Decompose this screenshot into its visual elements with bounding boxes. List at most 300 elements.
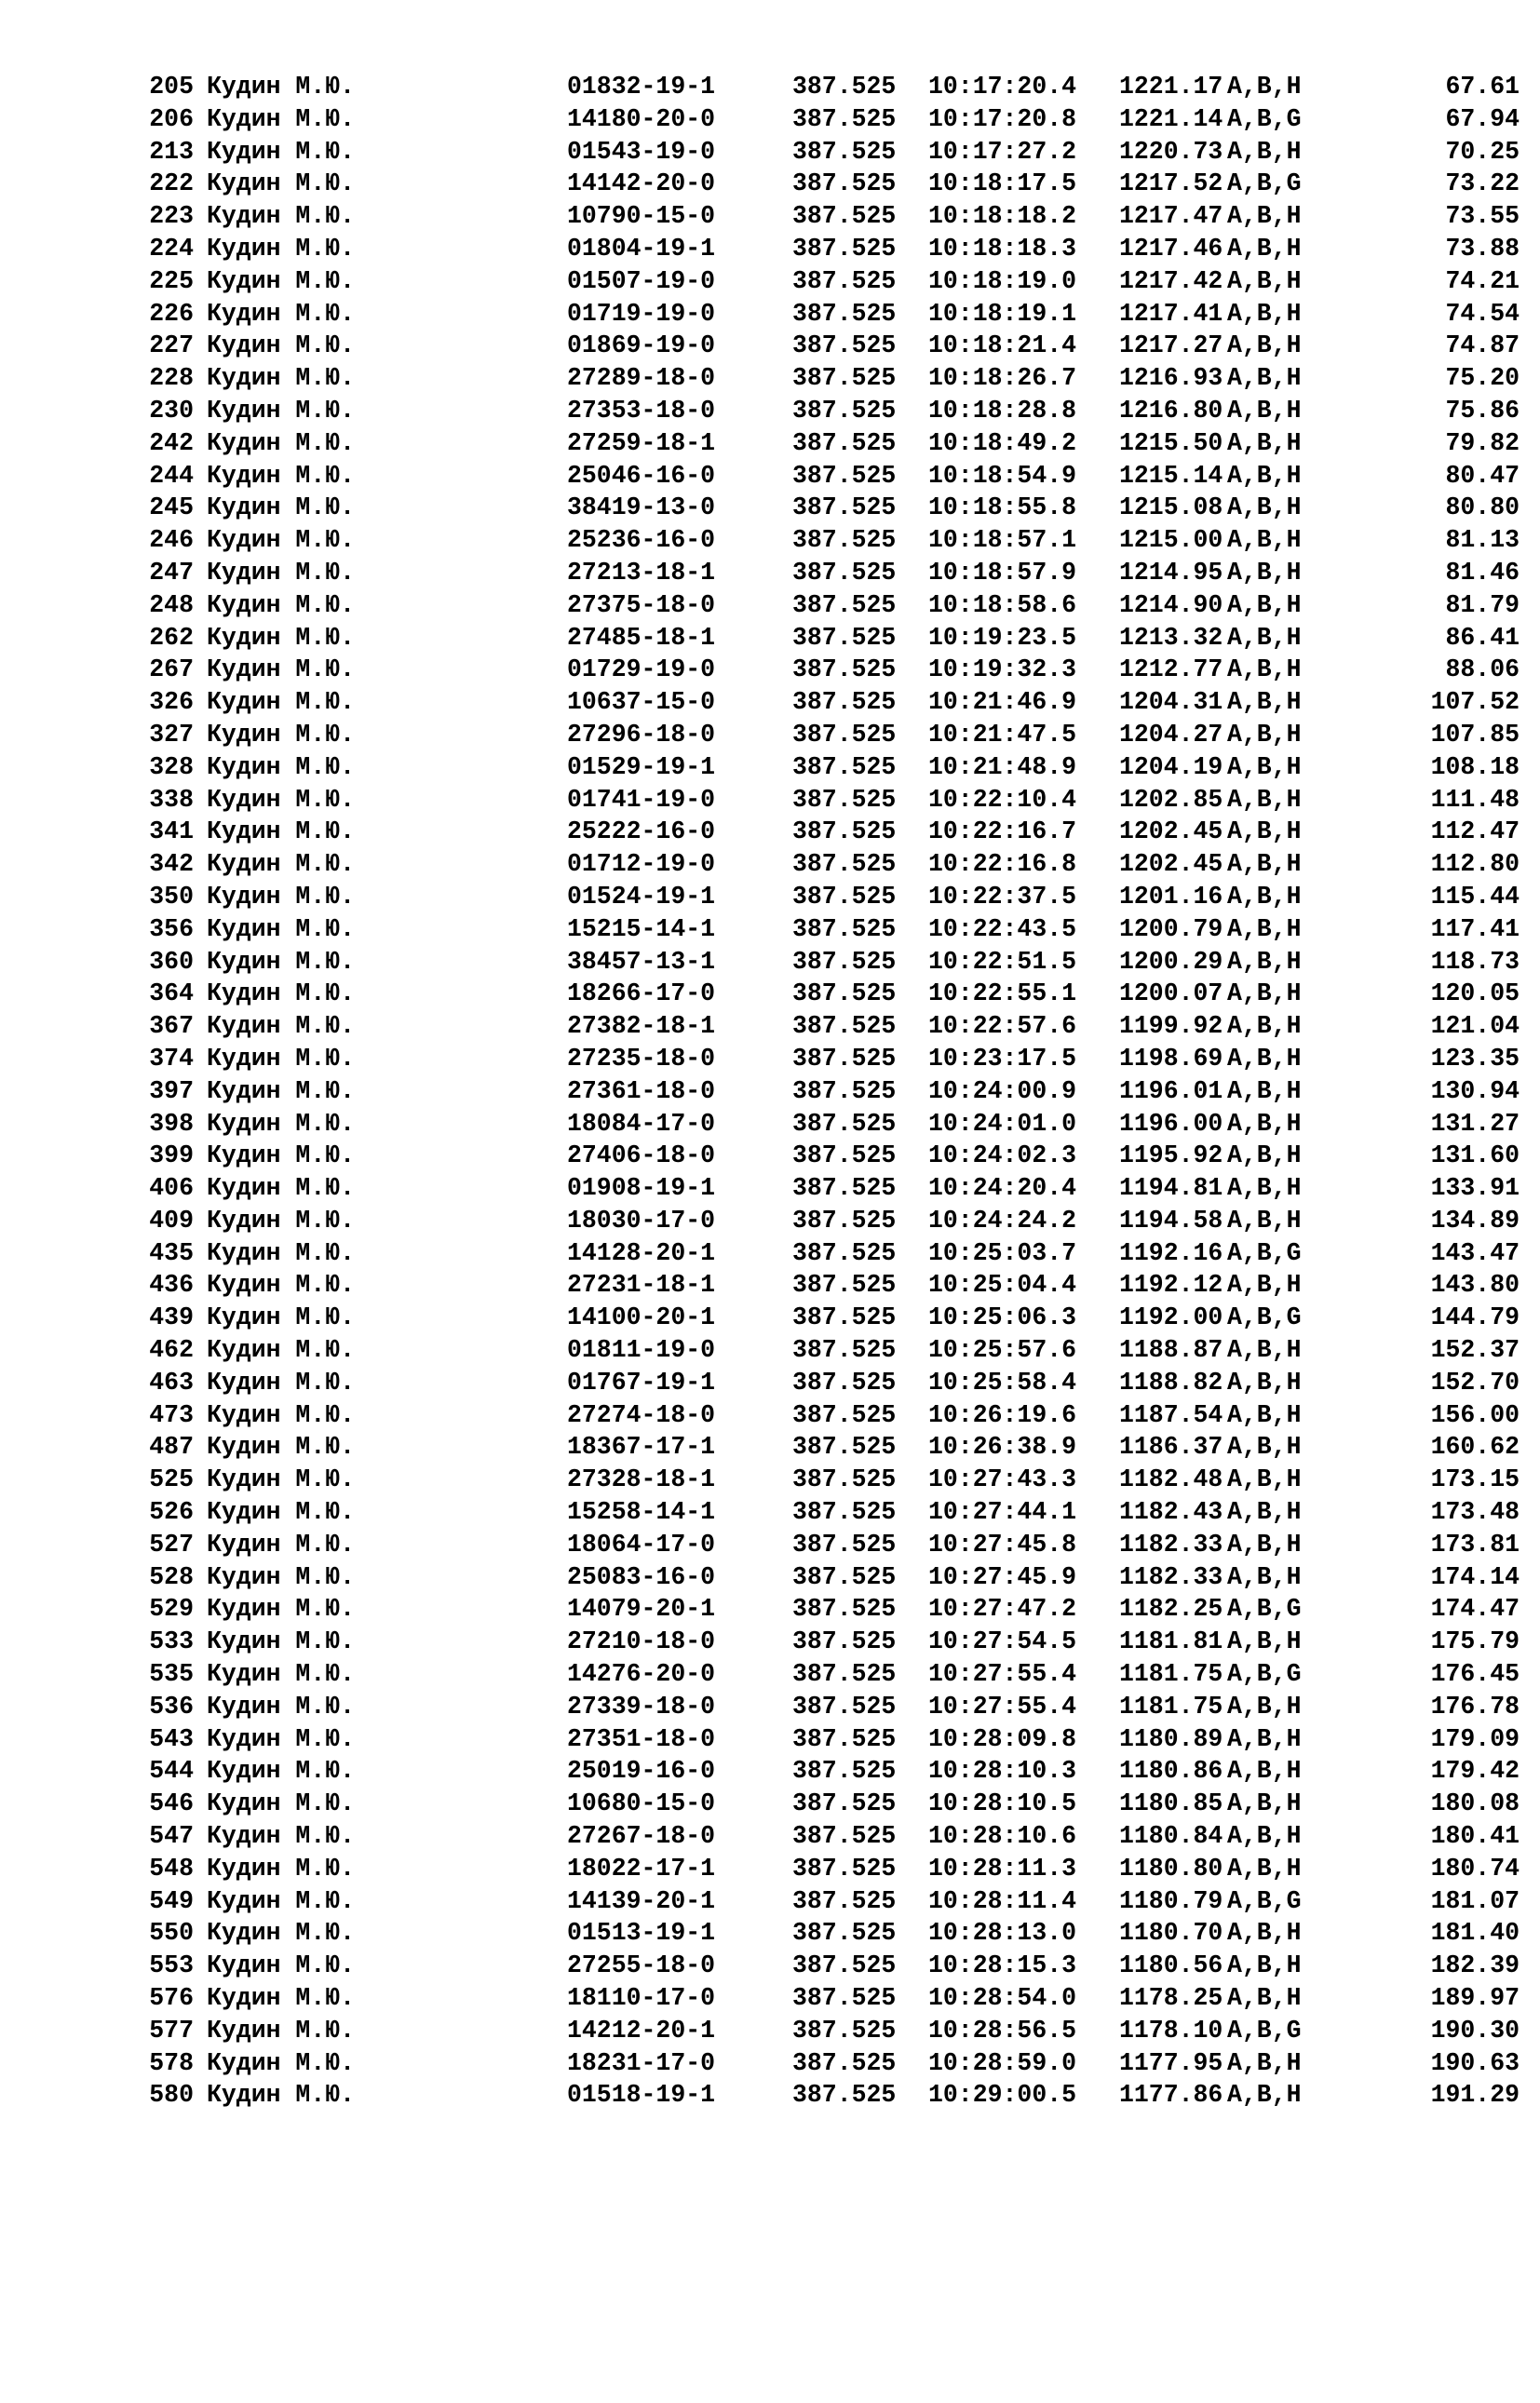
table-row xyxy=(0,1431,1540,1464)
table-row xyxy=(0,1140,1540,1172)
fancier-name-cell: Кудин М.Ю. xyxy=(207,1886,356,1915)
speed-cell: 1180.85 xyxy=(1119,1789,1223,1818)
ring-number-cell: 27210-18-0 xyxy=(567,1627,716,1656)
speed-cell: 1186.37 xyxy=(1119,1433,1223,1462)
ring-number-cell: 27296-18-0 xyxy=(567,720,716,749)
points-cell: 190.63 xyxy=(1430,2048,1520,2077)
points-cell: 130.94 xyxy=(1430,1076,1520,1105)
fancier-name-cell: Кудин М.Ю. xyxy=(207,850,356,879)
category-cell: A,B,H xyxy=(1227,461,1302,490)
points-cell: 75.86 xyxy=(1445,396,1520,425)
category-cell: A,B,H xyxy=(1227,1789,1302,1818)
points-cell: 73.22 xyxy=(1445,169,1520,198)
place-cell: 528 xyxy=(149,1562,194,1591)
fancier-name-cell: Кудин М.Ю. xyxy=(207,947,356,976)
category-cell: A,B,H xyxy=(1227,850,1302,879)
table-row xyxy=(0,881,1540,913)
distance-cell: 387.525 xyxy=(792,73,897,101)
arrival-time-cell: 10:21:46.9 xyxy=(928,688,1077,717)
fancier-name-cell: Кудин М.Ю. xyxy=(207,1433,356,1462)
place-cell: 245 xyxy=(149,493,194,522)
points-cell: 74.87 xyxy=(1445,331,1520,360)
place-cell: 341 xyxy=(149,817,194,846)
results-table xyxy=(0,71,1540,2112)
arrival-time-cell: 10:18:55.8 xyxy=(928,493,1077,522)
fancier-name-cell: Кудин М.Ю. xyxy=(207,428,356,457)
fancier-name-cell: Кудин М.Ю. xyxy=(207,1984,356,2013)
arrival-time-cell: 10:18:17.5 xyxy=(928,169,1077,198)
ring-number-cell: 01908-19-1 xyxy=(567,1174,716,1203)
fancier-name-cell: Кудин М.Ю. xyxy=(207,266,356,295)
speed-cell: 1200.29 xyxy=(1119,947,1223,976)
ring-number-cell: 25222-16-0 xyxy=(567,817,716,846)
points-cell: 108.18 xyxy=(1430,752,1520,781)
fancier-name-cell: Кудин М.Ю. xyxy=(207,1854,356,1883)
category-cell: A,B,H xyxy=(1227,688,1302,717)
arrival-time-cell: 10:17:20.4 xyxy=(928,73,1077,101)
place-cell: 577 xyxy=(149,2016,194,2045)
place-cell: 222 xyxy=(149,169,194,198)
category-cell: A,B,H xyxy=(1227,979,1302,1008)
arrival-time-cell: 10:27:45.8 xyxy=(928,1530,1077,1559)
fancier-name-cell: Кудин М.Ю. xyxy=(207,1530,356,1559)
table-row xyxy=(0,1464,1540,1496)
arrival-time-cell: 10:18:18.2 xyxy=(928,202,1077,231)
ring-number-cell: 01832-19-1 xyxy=(567,73,716,101)
arrival-time-cell: 10:28:13.0 xyxy=(928,1919,1077,1948)
distance-cell: 387.525 xyxy=(792,1562,897,1591)
table-row xyxy=(0,1626,1540,1658)
place-cell: 473 xyxy=(149,1400,194,1429)
table-row xyxy=(0,1723,1540,1756)
category-cell: A,B,G xyxy=(1227,1886,1302,1915)
place-cell: 244 xyxy=(149,461,194,490)
distance-cell: 387.525 xyxy=(792,1109,897,1138)
ring-number-cell: 14079-20-1 xyxy=(567,1595,716,1624)
place-cell: 224 xyxy=(149,234,194,263)
ring-number-cell: 01513-19-1 xyxy=(567,1919,716,1948)
category-cell: A,B,H xyxy=(1227,1465,1302,1494)
speed-cell: 1204.19 xyxy=(1119,752,1223,781)
ring-number-cell: 27259-18-1 xyxy=(567,428,716,457)
place-cell: 409 xyxy=(149,1206,194,1235)
speed-cell: 1199.92 xyxy=(1119,1012,1223,1041)
fancier-name-cell: Кудин М.Ю. xyxy=(207,558,356,587)
table-row xyxy=(0,1982,1540,2015)
speed-cell: 1180.86 xyxy=(1119,1757,1223,1786)
arrival-time-cell: 10:24:01.0 xyxy=(928,1109,1077,1138)
ring-number-cell: 18231-17-0 xyxy=(567,2048,716,2077)
distance-cell: 387.525 xyxy=(792,1757,897,1786)
fancier-name-cell: Кудин М.Ю. xyxy=(207,1141,356,1170)
category-cell: A,B,G xyxy=(1227,1595,1302,1624)
ring-number-cell: 14139-20-1 xyxy=(567,1886,716,1915)
fancier-name-cell: Кудин М.Ю. xyxy=(207,104,356,133)
place-cell: 436 xyxy=(149,1271,194,1300)
arrival-time-cell: 10:18:57.9 xyxy=(928,558,1077,587)
arrival-time-cell: 10:22:43.5 xyxy=(928,914,1077,943)
table-row xyxy=(0,1237,1540,1270)
points-cell: 75.20 xyxy=(1445,364,1520,393)
place-cell: 206 xyxy=(149,104,194,133)
points-cell: 181.07 xyxy=(1430,1886,1520,1915)
points-cell: 176.78 xyxy=(1430,1692,1520,1721)
arrival-time-cell: 10:27:43.3 xyxy=(928,1465,1077,1494)
points-cell: 74.21 xyxy=(1445,266,1520,295)
category-cell: A,B,H xyxy=(1227,1400,1302,1429)
distance-cell: 387.525 xyxy=(792,1206,897,1235)
speed-cell: 1220.73 xyxy=(1119,137,1223,166)
distance-cell: 387.525 xyxy=(792,688,897,717)
points-cell: 117.41 xyxy=(1430,914,1520,943)
points-cell: 111.48 xyxy=(1430,785,1520,814)
speed-cell: 1192.00 xyxy=(1119,1303,1223,1332)
category-cell: A,B,H xyxy=(1227,1141,1302,1170)
speed-cell: 1180.80 xyxy=(1119,1854,1223,1883)
points-cell: 115.44 xyxy=(1430,882,1520,911)
category-cell: A,B,H xyxy=(1227,1919,1302,1948)
category-cell: A,B,G xyxy=(1227,1660,1302,1689)
category-cell: A,B,H xyxy=(1227,1854,1302,1883)
points-cell: 175.79 xyxy=(1430,1627,1520,1656)
speed-cell: 1221.14 xyxy=(1119,104,1223,133)
arrival-time-cell: 10:17:20.8 xyxy=(928,104,1077,133)
fancier-name-cell: Кудин М.Ю. xyxy=(207,1757,356,1786)
speed-cell: 1181.75 xyxy=(1119,1692,1223,1721)
place-cell: 549 xyxy=(149,1886,194,1915)
category-cell: A,B,H xyxy=(1227,1951,1302,1980)
points-cell: 190.30 xyxy=(1430,2016,1520,2045)
speed-cell: 1180.89 xyxy=(1119,1724,1223,1753)
distance-cell: 387.525 xyxy=(792,2016,897,2045)
ring-number-cell: 27485-18-1 xyxy=(567,623,716,652)
category-cell: A,B,H xyxy=(1227,752,1302,781)
speed-cell: 1178.10 xyxy=(1119,2016,1223,2045)
arrival-time-cell: 10:18:19.1 xyxy=(928,299,1077,328)
place-cell: 374 xyxy=(149,1044,194,1073)
place-cell: 242 xyxy=(149,428,194,457)
points-cell: 112.80 xyxy=(1430,850,1520,879)
table-row xyxy=(0,233,1540,265)
place-cell: 227 xyxy=(149,331,194,360)
distance-cell: 387.525 xyxy=(792,1433,897,1462)
category-cell: A,B,H xyxy=(1227,202,1302,231)
points-cell: 176.45 xyxy=(1430,1660,1520,1689)
ring-number-cell: 01869-19-0 xyxy=(567,331,716,360)
table-row xyxy=(0,1302,1540,1334)
category-cell: A,B,H xyxy=(1227,914,1302,943)
distance-cell: 387.525 xyxy=(792,720,897,749)
table-row xyxy=(0,1917,1540,1950)
points-cell: 180.41 xyxy=(1430,1822,1520,1851)
category-cell: A,B,H xyxy=(1227,1336,1302,1365)
fancier-name-cell: Кудин М.Ю. xyxy=(207,364,356,393)
ring-number-cell: 15215-14-1 xyxy=(567,914,716,943)
category-cell: A,B,H xyxy=(1227,73,1302,101)
table-row xyxy=(0,1496,1540,1529)
table-row xyxy=(0,1334,1540,1367)
arrival-time-cell: 10:26:19.6 xyxy=(928,1400,1077,1429)
arrival-time-cell: 10:24:20.4 xyxy=(928,1174,1077,1203)
speed-cell: 1202.85 xyxy=(1119,785,1223,814)
distance-cell: 387.525 xyxy=(792,1368,897,1397)
arrival-time-cell: 10:18:57.1 xyxy=(928,526,1077,555)
ring-number-cell: 10680-15-0 xyxy=(567,1789,716,1818)
category-cell: A,B,H xyxy=(1227,785,1302,814)
ring-number-cell: 27274-18-0 xyxy=(567,1400,716,1429)
table-row xyxy=(0,2015,1540,2047)
table-row xyxy=(0,168,1540,200)
category-cell: A,B,H xyxy=(1227,623,1302,652)
speed-cell: 1181.81 xyxy=(1119,1627,1223,1656)
distance-cell: 387.525 xyxy=(792,1530,897,1559)
fancier-name-cell: Кудин М.Ю. xyxy=(207,493,356,522)
fancier-name-cell: Кудин М.Ю. xyxy=(207,1044,356,1073)
table-row xyxy=(0,1658,1540,1691)
ring-number-cell: 27235-18-0 xyxy=(567,1044,716,1073)
category-cell: A,B,H xyxy=(1227,2081,1302,2110)
ring-number-cell: 10790-15-0 xyxy=(567,202,716,231)
table-row xyxy=(0,1399,1540,1432)
fancier-name-cell: Кудин М.Ю. xyxy=(207,1336,356,1365)
place-cell: 435 xyxy=(149,1238,194,1267)
distance-cell: 387.525 xyxy=(792,1271,897,1300)
arrival-time-cell: 10:22:37.5 xyxy=(928,882,1077,911)
arrival-time-cell: 10:27:54.5 xyxy=(928,1627,1077,1656)
speed-cell: 1213.32 xyxy=(1119,623,1223,652)
arrival-time-cell: 10:28:10.5 xyxy=(928,1789,1077,1818)
speed-cell: 1181.75 xyxy=(1119,1660,1223,1689)
table-row xyxy=(0,557,1540,589)
points-cell: 134.89 xyxy=(1430,1206,1520,1235)
points-cell: 179.09 xyxy=(1430,1724,1520,1753)
speed-cell: 1180.79 xyxy=(1119,1886,1223,1915)
points-cell: 160.62 xyxy=(1430,1433,1520,1462)
speed-cell: 1215.00 xyxy=(1119,526,1223,555)
place-cell: 328 xyxy=(149,752,194,781)
distance-cell: 387.525 xyxy=(792,526,897,555)
table-row xyxy=(0,1561,1540,1594)
fancier-name-cell: Кудин М.Ю. xyxy=(207,590,356,619)
distance-cell: 387.525 xyxy=(792,396,897,425)
distance-cell: 387.525 xyxy=(792,1660,897,1689)
ring-number-cell: 01741-19-0 xyxy=(567,785,716,814)
speed-cell: 1217.27 xyxy=(1119,331,1223,360)
fancier-name-cell: Кудин М.Ю. xyxy=(207,2048,356,2077)
distance-cell: 387.525 xyxy=(792,1886,897,1915)
place-cell: 525 xyxy=(149,1465,194,1494)
category-cell: A,B,H xyxy=(1227,428,1302,457)
ring-number-cell: 18367-17-1 xyxy=(567,1433,716,1462)
category-cell: A,B,G xyxy=(1227,1238,1302,1267)
table-row xyxy=(0,2079,1540,2112)
place-cell: 550 xyxy=(149,1919,194,1948)
distance-cell: 387.525 xyxy=(792,2048,897,2077)
table-row xyxy=(0,913,1540,946)
ring-number-cell: 01811-19-0 xyxy=(567,1336,716,1365)
arrival-time-cell: 10:19:32.3 xyxy=(928,655,1077,684)
place-cell: 367 xyxy=(149,1012,194,1041)
points-cell: 80.80 xyxy=(1445,493,1520,522)
category-cell: A,B,H xyxy=(1227,1012,1302,1041)
place-cell: 462 xyxy=(149,1336,194,1365)
distance-cell: 387.525 xyxy=(792,1789,897,1818)
place-cell: 487 xyxy=(149,1433,194,1462)
distance-cell: 387.525 xyxy=(792,1919,897,1948)
arrival-time-cell: 10:28:54.0 xyxy=(928,1984,1077,2013)
speed-cell: 1188.82 xyxy=(1119,1368,1223,1397)
category-cell: A,B,G xyxy=(1227,1303,1302,1332)
fancier-name-cell: Кудин М.Ю. xyxy=(207,1692,356,1721)
fancier-name-cell: Кудин М.Ю. xyxy=(207,1660,356,1689)
fancier-name-cell: Кудин М.Ю. xyxy=(207,1951,356,1980)
fancier-name-cell: Кудин М.Ю. xyxy=(207,1271,356,1300)
fancier-name-cell: Кудин М.Ю. xyxy=(207,2081,356,2110)
ring-number-cell: 01804-19-1 xyxy=(567,234,716,263)
fancier-name-cell: Кудин М.Ю. xyxy=(207,1822,356,1851)
distance-cell: 387.525 xyxy=(792,266,897,295)
fancier-name-cell: Кудин М.Ю. xyxy=(207,720,356,749)
distance-cell: 387.525 xyxy=(792,947,897,976)
arrival-time-cell: 10:17:27.2 xyxy=(928,137,1077,166)
ring-number-cell: 27361-18-0 xyxy=(567,1076,716,1105)
arrival-time-cell: 10:22:57.6 xyxy=(928,1012,1077,1041)
points-cell: 80.47 xyxy=(1445,461,1520,490)
place-cell: 463 xyxy=(149,1368,194,1397)
points-cell: 152.70 xyxy=(1430,1368,1520,1397)
distance-cell: 387.525 xyxy=(792,752,897,781)
table-row xyxy=(0,978,1540,1010)
table-row xyxy=(0,330,1540,362)
points-cell: 121.04 xyxy=(1430,1012,1520,1041)
points-cell: 118.73 xyxy=(1430,947,1520,976)
speed-cell: 1187.54 xyxy=(1119,1400,1223,1429)
points-cell: 79.82 xyxy=(1445,428,1520,457)
ring-number-cell: 01529-19-1 xyxy=(567,752,716,781)
arrival-time-cell: 10:26:38.9 xyxy=(928,1433,1077,1462)
table-row xyxy=(0,1820,1540,1853)
ring-number-cell: 14142-20-0 xyxy=(567,169,716,198)
fancier-name-cell: Кудин М.Ю. xyxy=(207,169,356,198)
distance-cell: 387.525 xyxy=(792,1951,897,1980)
distance-cell: 387.525 xyxy=(792,169,897,198)
category-cell: A,B,H xyxy=(1227,234,1302,263)
ring-number-cell: 27351-18-0 xyxy=(567,1724,716,1753)
speed-cell: 1177.86 xyxy=(1119,2081,1223,2110)
fancier-name-cell: Кудин М.Ю. xyxy=(207,2016,356,2045)
distance-cell: 387.525 xyxy=(792,785,897,814)
table-row xyxy=(0,103,1540,136)
place-cell: 546 xyxy=(149,1789,194,1818)
place-cell: 527 xyxy=(149,1530,194,1559)
table-row xyxy=(0,1950,1540,1982)
ring-number-cell: 01729-19-0 xyxy=(567,655,716,684)
distance-cell: 387.525 xyxy=(792,623,897,652)
table-row xyxy=(0,622,1540,655)
points-cell: 131.60 xyxy=(1430,1141,1520,1170)
speed-cell: 1177.95 xyxy=(1119,2048,1223,2077)
distance-cell: 387.525 xyxy=(792,914,897,943)
category-cell: A,B,H xyxy=(1227,364,1302,393)
table-row xyxy=(0,492,1540,524)
speed-cell: 1182.33 xyxy=(1119,1530,1223,1559)
ring-number-cell: 27231-18-1 xyxy=(567,1271,716,1300)
table-row xyxy=(0,1269,1540,1302)
speed-cell: 1202.45 xyxy=(1119,817,1223,846)
speed-cell: 1217.46 xyxy=(1119,234,1223,263)
place-cell: 338 xyxy=(149,785,194,814)
speed-cell: 1200.07 xyxy=(1119,979,1223,1008)
fancier-name-cell: Кудин М.Ю. xyxy=(207,1368,356,1397)
points-cell: 143.47 xyxy=(1430,1238,1520,1267)
arrival-time-cell: 10:18:26.7 xyxy=(928,364,1077,393)
distance-cell: 387.525 xyxy=(792,655,897,684)
speed-cell: 1196.00 xyxy=(1119,1109,1223,1138)
distance-cell: 387.525 xyxy=(792,1984,897,2013)
category-cell: A,B,H xyxy=(1227,817,1302,846)
table-row xyxy=(0,1788,1540,1820)
arrival-time-cell: 10:21:48.9 xyxy=(928,752,1077,781)
place-cell: 398 xyxy=(149,1109,194,1138)
table-row xyxy=(0,460,1540,493)
distance-cell: 387.525 xyxy=(792,299,897,328)
speed-cell: 1215.50 xyxy=(1119,428,1223,457)
speed-cell: 1216.93 xyxy=(1119,364,1223,393)
distance-cell: 387.525 xyxy=(792,331,897,360)
distance-cell: 387.525 xyxy=(792,850,897,879)
ring-number-cell: 14128-20-1 xyxy=(567,1238,716,1267)
distance-cell: 387.525 xyxy=(792,1627,897,1656)
place-cell: 360 xyxy=(149,947,194,976)
fancier-name-cell: Кудин М.Ю. xyxy=(207,331,356,360)
ring-number-cell: 27339-18-0 xyxy=(567,1692,716,1721)
points-cell: 144.79 xyxy=(1430,1303,1520,1332)
place-cell: 547 xyxy=(149,1822,194,1851)
speed-cell: 1195.92 xyxy=(1119,1141,1223,1170)
speed-cell: 1192.16 xyxy=(1119,1238,1223,1267)
ring-number-cell: 27375-18-0 xyxy=(567,590,716,619)
speed-cell: 1194.81 xyxy=(1119,1174,1223,1203)
place-cell: 364 xyxy=(149,979,194,1008)
table-row xyxy=(0,1075,1540,1108)
speed-cell: 1217.42 xyxy=(1119,266,1223,295)
points-cell: 107.85 xyxy=(1430,720,1520,749)
arrival-time-cell: 10:18:49.2 xyxy=(928,428,1077,457)
table-row xyxy=(0,71,1540,103)
category-cell: A,B,H xyxy=(1227,1206,1302,1235)
place-cell: 526 xyxy=(149,1498,194,1527)
ring-number-cell: 25046-16-0 xyxy=(567,461,716,490)
ring-number-cell: 14212-20-1 xyxy=(567,2016,716,2045)
fancier-name-cell: Кудин М.Ю. xyxy=(207,234,356,263)
place-cell: 580 xyxy=(149,2081,194,2110)
category-cell: A,B,H xyxy=(1227,1109,1302,1138)
fancier-name-cell: Кудин М.Ю. xyxy=(207,655,356,684)
arrival-time-cell: 10:22:16.8 xyxy=(928,850,1077,879)
distance-cell: 387.525 xyxy=(792,1238,897,1267)
table-row xyxy=(0,589,1540,622)
ring-number-cell: 10637-15-0 xyxy=(567,688,716,717)
ring-number-cell: 27255-18-0 xyxy=(567,1951,716,1980)
category-cell: A,B,H xyxy=(1227,882,1302,911)
distance-cell: 387.525 xyxy=(792,234,897,263)
distance-cell: 387.525 xyxy=(792,1336,897,1365)
arrival-time-cell: 10:27:55.4 xyxy=(928,1692,1077,1721)
speed-cell: 1180.70 xyxy=(1119,1919,1223,1948)
fancier-name-cell: Кудин М.Ю. xyxy=(207,1012,356,1041)
points-cell: 73.55 xyxy=(1445,202,1520,231)
distance-cell: 387.525 xyxy=(792,979,897,1008)
